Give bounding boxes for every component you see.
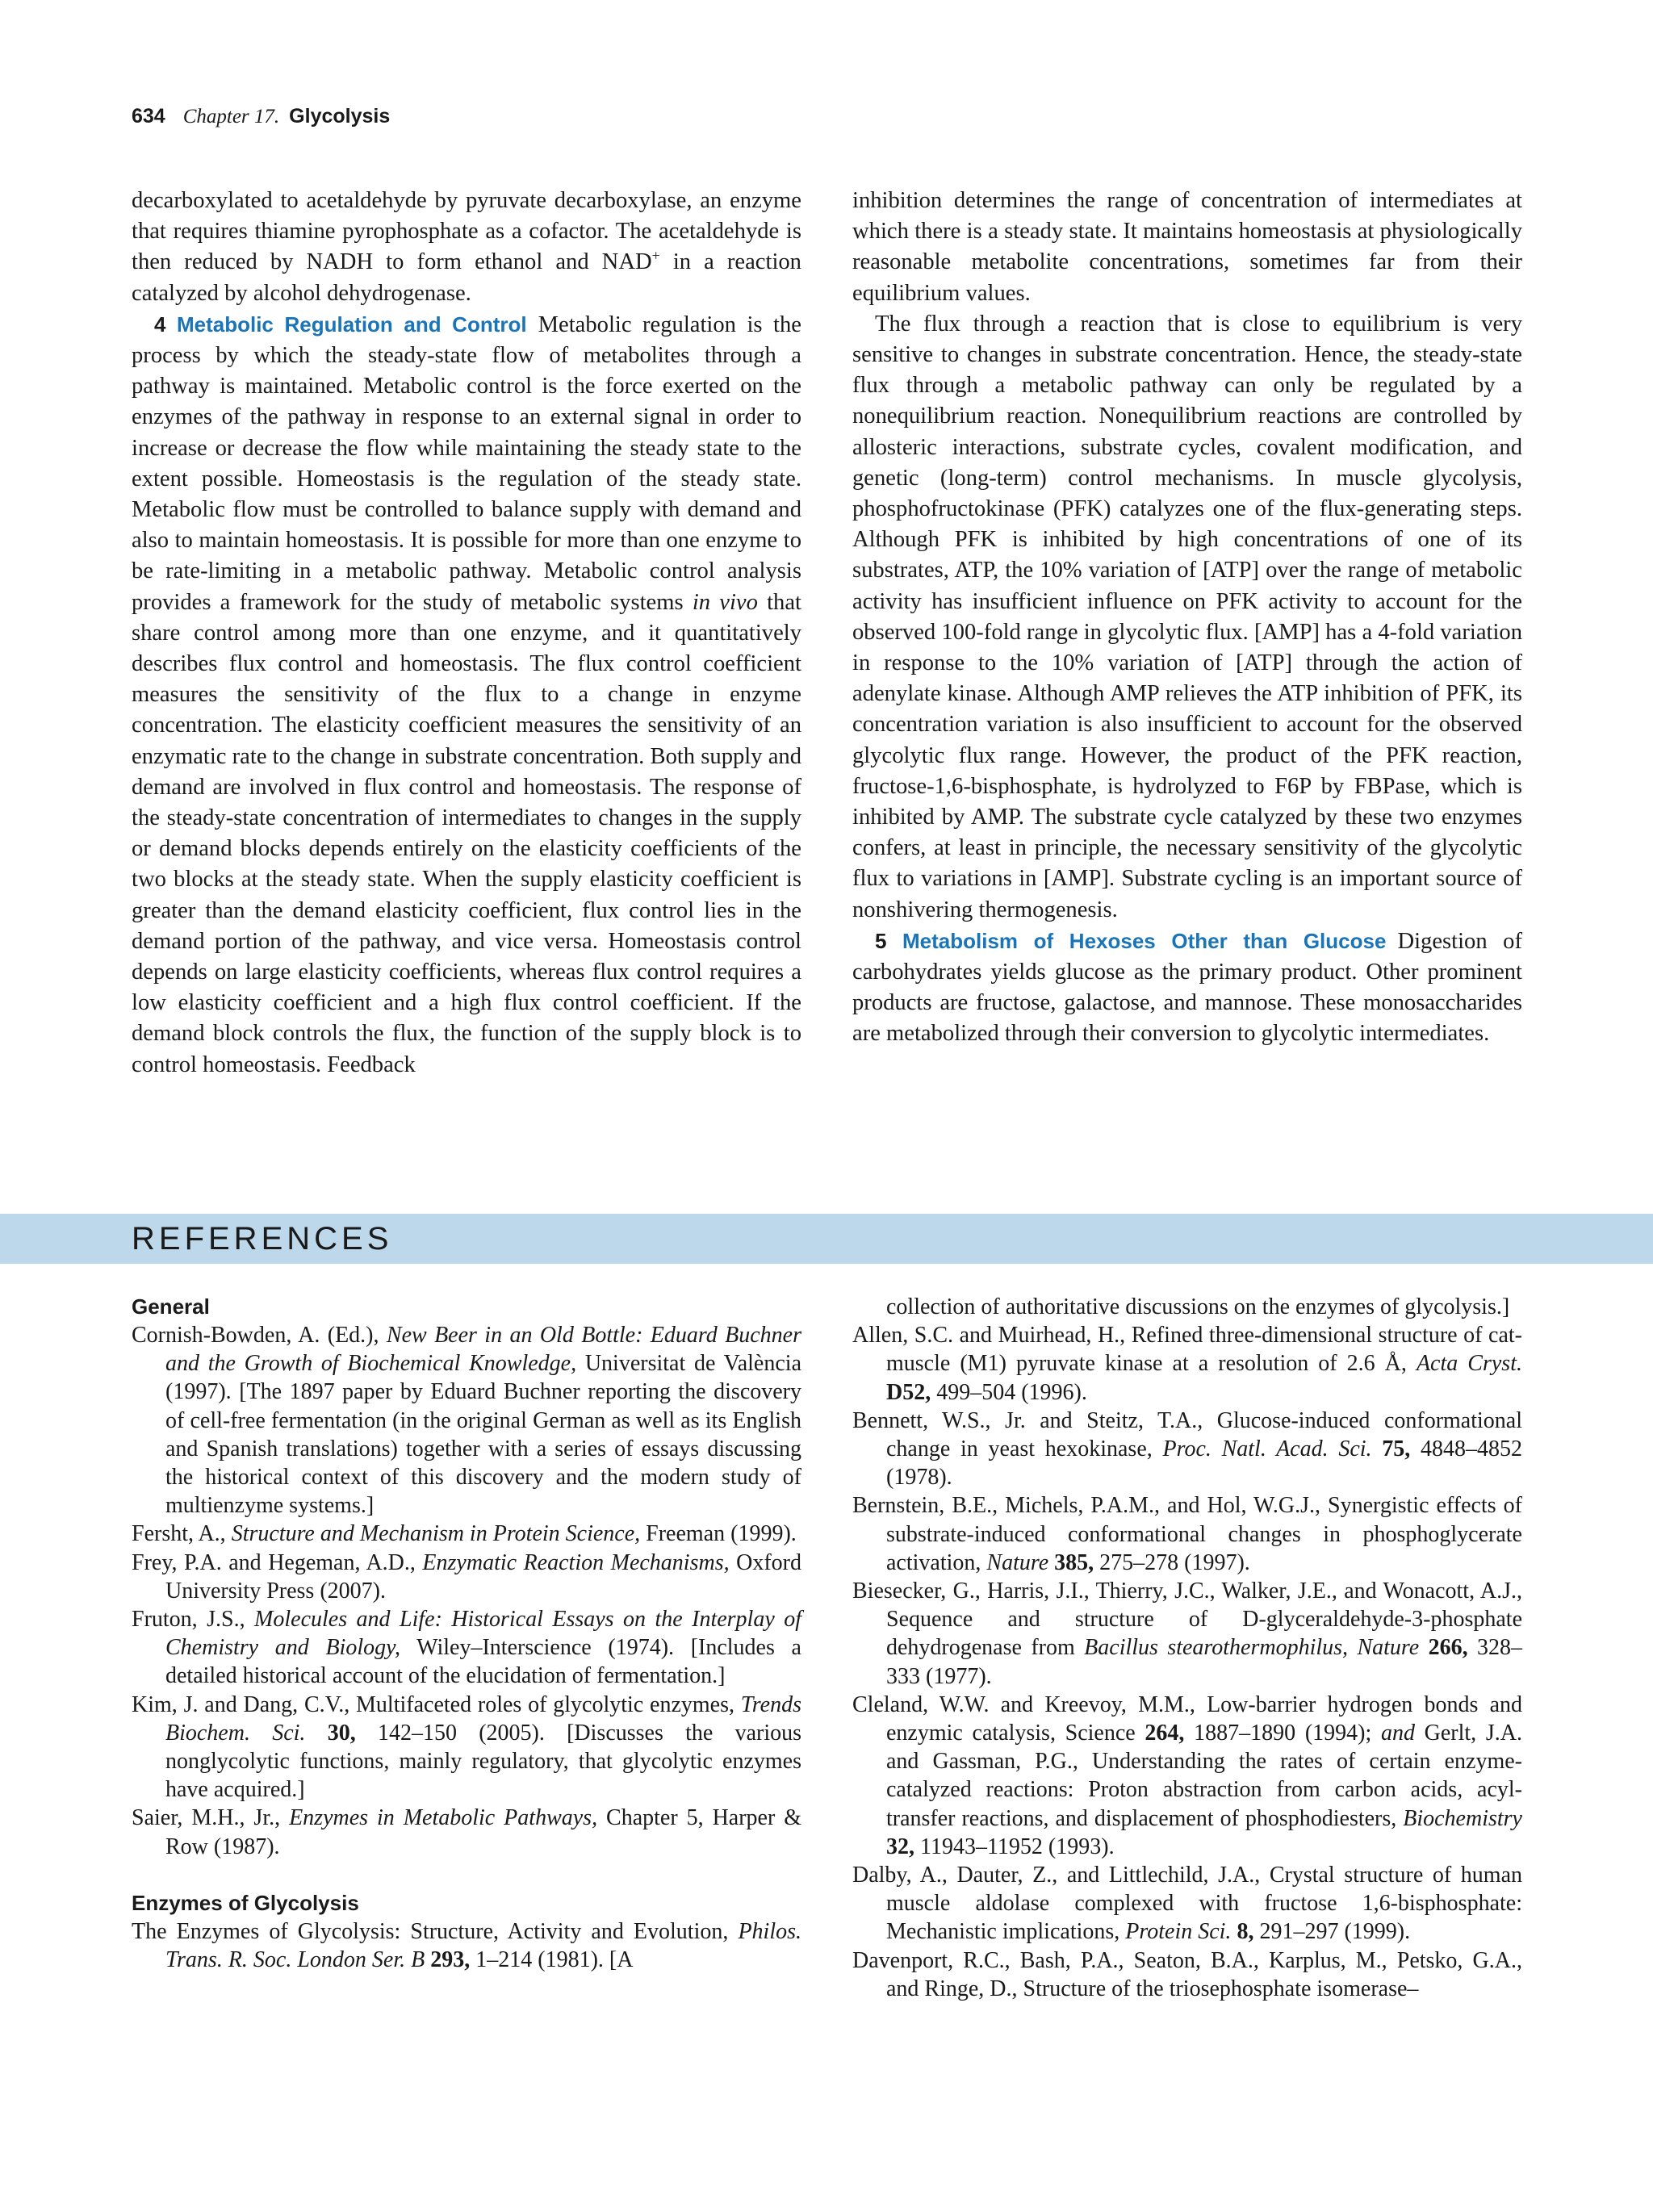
reference-item: Bernstein, B.E., Michels, P.A.M., and Hol, W.G.J., Synergistic effects of substrate-induced conformational changes in phosphoglycerate activation, Nature 385, 275–278 (1997). (852, 1493, 1522, 1575)
reference-item: Davenport, R.C., Bash, P.A., Seaton, B.A., Karplus, M., Petsko, G.A., and Ringe, D., Structure of the triosephosphate isomerase– (852, 1947, 1522, 2001)
section-number: 5 (875, 928, 887, 953)
reference-item: Cleland, W.W. and Kreevoy, M.M., Low-barrier hydrogen bonds and enzymic catalysis, Science 264, 1887–1890 (1994); and Gerlt, J.A. and Gassman, P.G., Understanding the rates of certain enzyme-catalyzed reactions: Proton abstraction from carbon acids, acyl-transfer reactions, and displacement of phosphodiesters, Biochemistry 32, 11943–11952 (1993). (852, 1691, 1522, 1859)
ref-subheading: General (132, 1294, 210, 1319)
paragraph: 5 Metabolism of Hexoses Other than Glucose Digestion of carbohydrates yields glucose as the primary product. Other prominent products are fructose, galactose, and mannose. These monosaccharides are metabolized through their conversion to glycolytic intermediates. (852, 928, 1522, 1047)
references-column-right (852, 1293, 1522, 2003)
section-heading: Metabolism of Hexoses Other than Glucose (902, 928, 1387, 953)
references-band (0, 1214, 1653, 1264)
reference-item: Allen, S.C. and Muirhead, H., Refined three-dimensional structure of cat-muscle (M1) pyruvate kinase at a resolution of 2.6 Å, Acta Cryst. D52, 499–504 (1996). (852, 1323, 1522, 1405)
ref-subheading: Enzymes of Glycolysis (132, 1890, 359, 1915)
references-heading: REFERENCES (132, 1221, 393, 1257)
section-heading: Metabolic Regulation and Control (176, 312, 527, 337)
paragraph: decarboxylated to acetaldehyde by pyruvate decarboxylase, an enzyme that requires thiamine pyrophosphate as a cofactor. The acetaldehyde is then reduced by NADH to form ethanol and NAD+ in a reaction catalyzed by alcohol dehydrogenase. (132, 188, 801, 306)
reference-item: Bennett, W.S., Jr. and Steitz, T.A., Glucose-induced conformational change in yeast hexokinase, Proc. Natl. Acad. Sci. 75, 4848–4852 (1978). (852, 1407, 1523, 1491)
reference-item: Saier, M.H., Jr., Enzymes in Metabolic Pathways, Chapter 5, Harper & Row (1987). (132, 1805, 802, 1859)
chapter-title: Glycolysis (289, 105, 391, 128)
chapter-label: Chapter 17. (182, 106, 280, 128)
body-column-right (852, 186, 1522, 1050)
paragraph: The flux through a reaction that is close to equilibrium is very sensitive to changes in substrate concentration. Hence, the steady-state flux through a metabolic pathway can only be regulated by a nonequilibrium reaction. Nonequilibrium reactions are controlled by allosteric interactions, substrate cycles, covalent modification, and genetic (long-term) control mechanisms. In muscle glycolysis, phosphofructokinase (PFK) catalyzes one of the flux-generating steps. Although PFK is inhibited by high concentrations of one of its substrates, ATP, the 10% variation of [ATP] over the range of metabolic activity has insufficient influence on PFK activity to account for the observed 100-fold range in glycolytic flux. [AMP] has a 4-fold variation in response to the 10% variation of [ATP] through the action of adenylate kinase. Although AMP relieves the ATP inhibition of PFK, its concentration variation is also insufficient to account for the observed glycolytic flux range. However, the product of the PFK reaction, fructose-1,6-bisphosphate, is hydrolyzed to F6P by FBPase, which is inhibited by AMP. The substrate cycle catalyzed by these two enzymes confers, at least in principle, the necessary sensitivity of the glycolytic flux to variations in [AMP]. Substrate cycling is an important source of nonshivering thermogenesis. (852, 311, 1522, 922)
reference-item: Kim, J. and Dang, C.V., Multifaceted roles of glycolytic enzymes, Trends Biochem. Sci. 30, 142–150 (2005). [Discusses the various nonglycolytic functions, mainly regulatory, that glycolytic enzymes have acquired.] (132, 1691, 801, 1803)
references-column-left (132, 1293, 801, 1974)
section-number: 4 (154, 312, 166, 337)
reference-item-continued: collection of authoritative discussions on the enzymes of glycolysis.] (886, 1294, 1510, 1319)
reference-item: Cornish-Bowden, A. (Ed.), New Beer in an Old Bottle: Eduard Buchner and the Growth of Biochemical Knowledge, Universitat de València (1997). [The 1897 paper by Eduard Buchner reporting the discovery of cell-free fermentation (in the original German as well as its English and Spanish translations) together with a series of essays discussing the historical context of this discovery and the modern study of multienzyme systems.] (132, 1323, 801, 1519)
paragraph: inhibition determines the range of concentration of intermediates at which there is a steady state. It maintains homeostasis at physiologically reasonable metabolite concentrations, sometimes far from their equilibrium values. (852, 188, 1522, 306)
body-column-left (132, 186, 801, 1081)
reference-item: Frey, P.A. and Hegeman, A.D., Enzymatic Reaction Mechanisms, Oxford University Press (2007). (132, 1549, 801, 1604)
reference-item: Biesecker, G., Harris, J.I., Thierry, J.C., Walker, J.E., and Wonacott, A.J., Sequence and structure of D-glyceraldehyde-3-phosphate dehydrogenase from Bacillus stearothermophilus, Nature 266, 328–333 (1977). (852, 1579, 1523, 1689)
reference-item: Dalby, A., Dauter, Z., and Littlechild, J.A., Crystal structure of human muscle aldolase complexed with fructose 1,6-bisphosphate: Mechanistic implications, Protein Sci. 8, 291–297 (1999). (852, 1863, 1522, 1945)
reference-item: Fersht, A., Structure and Mechanism in Protein Science, Freeman (1999). (132, 1521, 797, 1547)
running-head (132, 103, 390, 130)
page-number: 634 (132, 105, 165, 128)
reference-item: Fruton, J.S., Molecules and Life: Historical Essays on the Interplay of Chemistry and Biology, Wiley–Interscience (1974). [Includes a detailed historical account of the elucidation of fermentation.] (132, 1607, 801, 1689)
paragraph: 4 Metabolic Regulation and Control Metabolic regulation is the process by which the steady-state flow of metabolites through a pathway is maintained. Metabolic control is the force exerted on the enzymes of the pathway in response to an external signal in order to increase or decrease the flow while maintaining the steady state to the extent possible. Homeostasis is the regulation of the steady state. Metabolic flow must be controlled to balance supply with demand and also to maintain homeostasis. It is possible for more than one enzyme to be rate-limiting in a metabolic pathway. Metabolic control analysis provides a framework for the study of metabolic systems in vivo that share control among more than one enzyme, and it quantitatively describes flux control and homeostasis. The flux control coefficient measures the sensitivity of the flux to a change in enzyme concentration. The elasticity coefficient measures the sensitivity of an enzymatic rate to the change in substrate concentration. Both supply and demand are involved in flux control and homeostasis. The response of the steady-state concentration of intermediates to changes in the supply or demand blocks depends entirely on the elasticity coefficients of the two blocks at the steady state. When the supply elasticity coefficient is greater than the demand elasticity coefficient, flux control lies in the demand portion of the pathway, and vice versa. Homeostasis control depends on large elasticity coefficients, whereas flux control requires a low elasticity coefficient and a high flux control coefficient. If the demand block controls the flux, the function of the supply block is to control homeostasis. Feedback (132, 312, 801, 1077)
reference-item: The Enzymes of Glycolysis: Structure, Activity and Evolution, Philos. Trans. R. Soc. London Ser. B 293, 1–214 (1981). [A (132, 1918, 801, 1973)
